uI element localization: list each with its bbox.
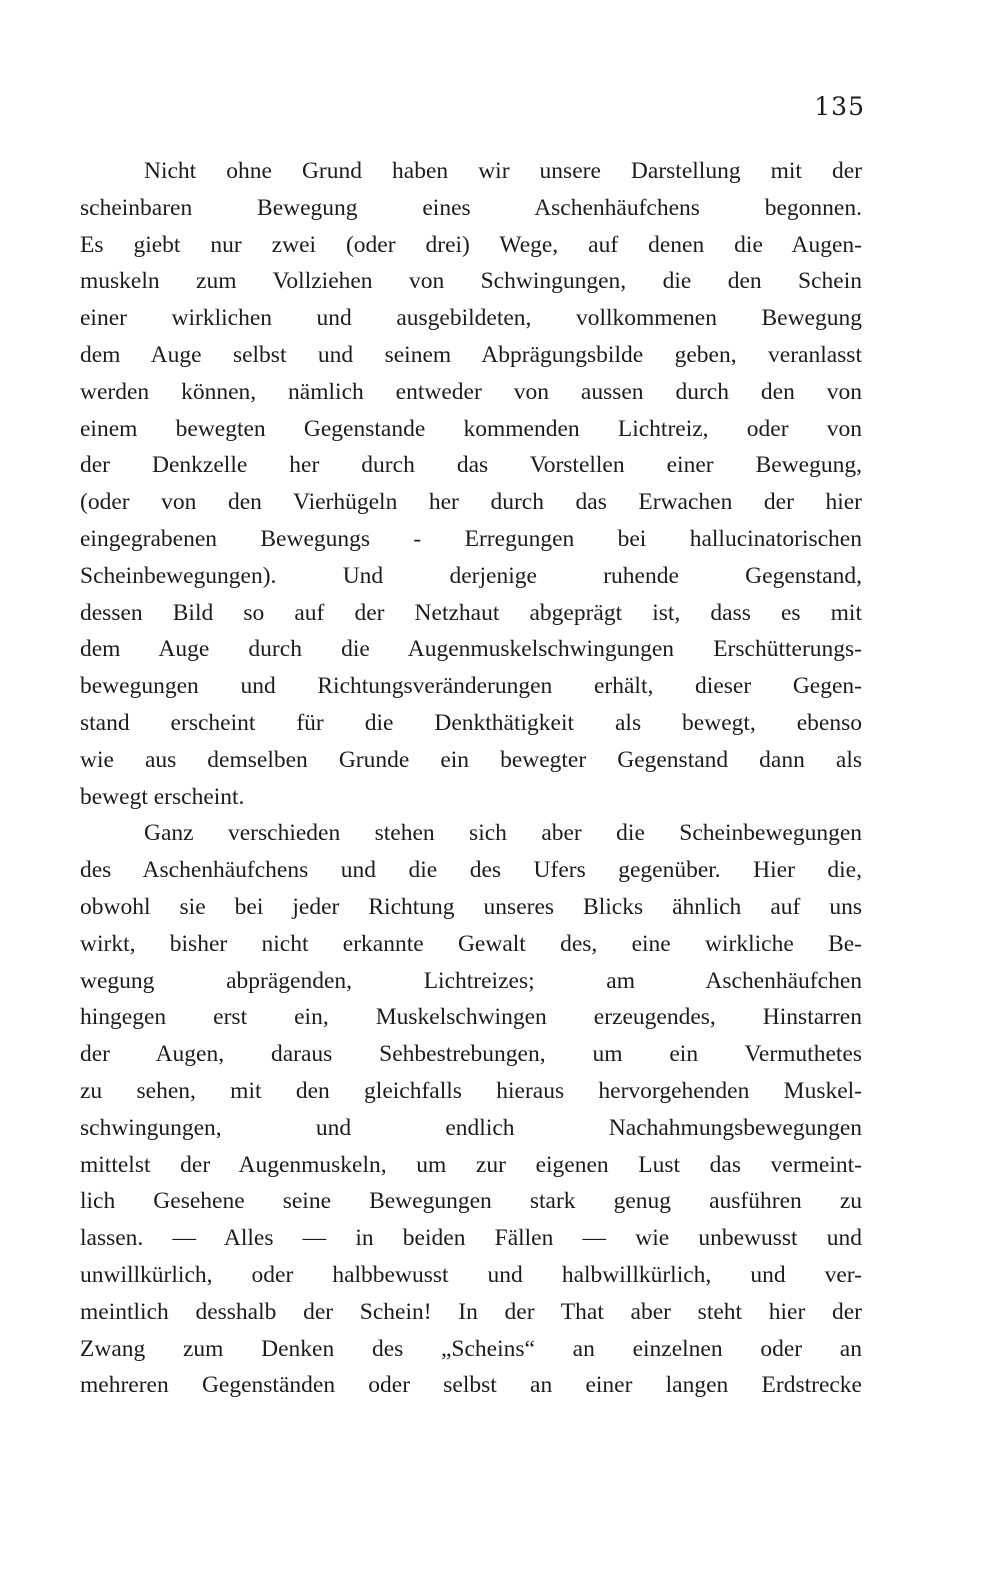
text-line: der Augen, daraus Sehbestrebungen, um ein Vermuthetes	[80, 1041, 862, 1068]
text-line: lassen. — Alles — in beiden Fällen — wie unbewusst und	[80, 1225, 862, 1252]
text-line: Nicht ohne Grund haben wir unsere Darstellung mit der	[144, 158, 862, 184]
text-line: (oder von den Vierhügeln her durch das Erwachen der hier	[80, 489, 862, 516]
text-line: bewegungen und Richtungsveränderungen erhält, dieser Gegen-	[80, 673, 862, 700]
text-line: schwingungen, und endlich Nachahmungsbewegungen	[80, 1114, 862, 1141]
text-line: stand erscheint für die Denkthätigkeit als bewegt, ebenso	[80, 709, 862, 736]
text-line: wirkt, bisher nicht erkannte Gewalt des, eine wirkliche Be-	[80, 930, 862, 957]
text-line: zu sehen, mit den gleichfalls hieraus hervorgehenden Muskel-	[80, 1077, 862, 1104]
text-line: Es giebt nur zwei (oder drei) Wege, auf denen die Augen-	[80, 231, 862, 258]
text-line: einem bewegten Gegenstande kommenden Lichtreiz, oder von	[80, 415, 862, 442]
text-line: Scheinbewegungen). Und derjenige ruhende Gegenstand,	[80, 562, 862, 589]
text-line: dessen Bild so auf der Netzhaut abgeprägt ist, dass es mit	[80, 599, 862, 626]
text-line: wie aus demselben Grunde ein bewegter Gegenstand dann als	[80, 746, 862, 773]
text-line: meintlich desshalb der Schein! In der That aber steht hier der	[80, 1298, 862, 1325]
text-line: muskeln zum Vollziehen von Schwingungen, die den Schein	[80, 268, 862, 295]
text-line: mehreren Gegenständen oder selbst an einer langen Erdstrecke	[80, 1372, 862, 1399]
text-line: des Aschenhäufchens und die des Ufers gegenüber. Hier die,	[80, 857, 862, 884]
text-line: Zwang zum Denken des „Scheins“ an einzelnen oder an	[80, 1335, 862, 1362]
text-line: wegung abprägenden, Lichtreizes; am Aschenhäufchen	[80, 967, 862, 994]
text-line: dem Auge selbst und seinem Abprägungsbilde geben, veranlasst	[80, 341, 862, 368]
text-line: mittelst der Augenmuskeln, um zur eigenen Lust das vermeint-	[80, 1151, 862, 1178]
main-text	[80, 153, 862, 1404]
text-line: einer wirklichen und ausgebildeten, vollkommenen Bewegung	[80, 305, 862, 332]
text-line: Ganz verschieden stehen sich aber die Scheinbewegungen	[144, 820, 862, 847]
text-line: scheinbaren Bewegung eines Aschenhäufchens begonnen.	[80, 194, 862, 221]
text-line: bewegt erscheint.	[80, 783, 245, 810]
text-line: lich Gesehene seine Bewegungen stark genug ausführen zu	[80, 1188, 862, 1215]
text-line: hingegen erst ein, Muskelschwingen erzeugendes, Hinstarren	[80, 1004, 862, 1031]
text-line: werden können, nämlich entweder von aussen durch den von	[80, 378, 862, 405]
page-number: 135	[814, 92, 865, 121]
text-line: unwillkürlich, oder halbbewusst und halbwillkürlich, und ver-	[80, 1261, 862, 1288]
text-line: dem Auge durch die Augenmuskelschwingungen Erschütterungs-	[80, 636, 862, 663]
text-line: der Denkzelle her durch das Vorstellen einer Bewegung,	[80, 452, 862, 479]
text-line: obwohl sie bei jeder Richtung unseres Blicks ähnlich auf uns	[80, 893, 862, 920]
text-line: eingegrabenen Bewegungs - Erregungen bei hallucinatorischen	[80, 525, 862, 552]
